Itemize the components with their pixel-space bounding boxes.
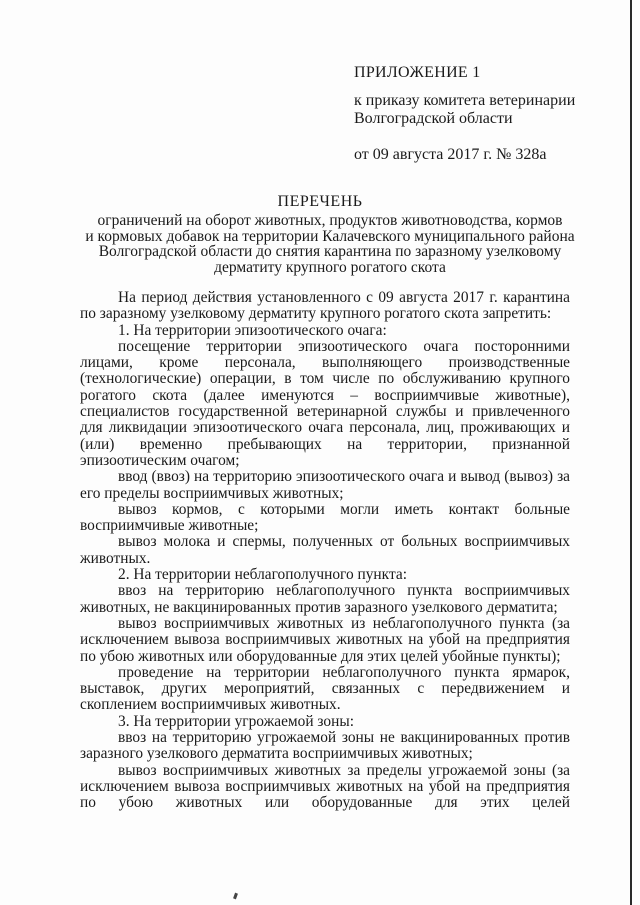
section-2-item-1: ввоз на территорию неблагополучного пункта восприимчивых животных, не вакцинированных против заразного узелкового дерматита; <box>80 582 570 616</box>
subtitle-line: Волгоградской области до снятия карантина по заразному узелковому <box>98 243 562 260</box>
section-3-item-2: вывоз восприимчивых животных за пределы угрожаемой зоны (за исключением вывоза восприимчивых животных на убой на предприятия по убою животных или оборудованные для этих целей <box>80 761 570 812</box>
scan-artifact-mark <box>233 893 238 900</box>
section-1-item-4: вывоз молока и спермы, полученных от больных восприимчивых животных. <box>80 533 570 567</box>
section-1-item-1: посещение территории эпизоотического очага посторонними лицами, кроме персонала, выполняющего производственные (технологические) операции, в том числе по обслуживанию крупного рогатого скота (далее именуются – восприимчивые животные), специалистов государственной ветеринарной службы и привлеченного для ликвидации эпизоотического очага персонала, лиц, проживающих и (или) временно пребывающих на территории, признанной эпизоотическим очагом; <box>80 337 570 469</box>
document-body <box>80 290 570 812</box>
appendix-region-line: Волгоградской области <box>354 110 513 127</box>
appendix-order-line: к приказу комитета ветеринарии <box>354 92 576 109</box>
appendix-title: ПРИЛОЖЕНИЕ 1 <box>354 64 481 81</box>
section-3-item-1: ввоз на территорию угрожаемой зоны не вакцинированных против заразного узелкового дерматита восприимчивых животных; <box>80 729 570 763</box>
intro-paragraph: На период действия установленного с 09 августа 2017 г. карантина по заразному узелковому дерматиту крупного рогатого скота запретить: <box>80 289 570 323</box>
subtitle-line: дерматиту крупного рогатого скота <box>214 258 446 276</box>
section-3-heading: 3. На территории угрожаемой зоны: <box>118 712 354 730</box>
section-1-item-2: ввод (ввоз) на территорию эпизоотического очага и вывод (вывоз) за его пределы восприимчивых животных; <box>80 468 570 502</box>
subtitle-line: и кормовых добавок на территории Калачевского муниципального района <box>85 227 575 245</box>
section-1-heading: 1. На территории эпизоотического очага: <box>118 321 387 339</box>
section-2-item-3: проведение на территории неблагополучного пункта ярмарок, выставок, других мероприятий, связанных с передвижением и скоплением восприимчивых животных. <box>80 663 570 714</box>
section-1-item-3: вывоз кормов, с которыми могли иметь контакт больные восприимчивые животные; <box>80 500 570 535</box>
appendix-header <box>354 64 575 164</box>
section-2-item-2: вывоз восприимчивых животных из неблагополучного пункта (за исключением вывоза восприимчивых животных на убой на предприятия по убою животных или оборудованные для этих целей убойные пункты); <box>80 614 570 665</box>
document-title: ПЕРЕЧЕНЬ <box>277 193 363 210</box>
document-subtitle <box>70 213 590 275</box>
appendix-date-line: от 09 августа 2017 г. № 328а <box>354 146 547 163</box>
scan-edge-shadow <box>630 0 632 905</box>
section-2-heading: 2. На территории неблагополучного пункта: <box>118 566 407 584</box>
subtitle-line: ограничений на оборот животных, продуктов животноводства, кормов <box>97 212 563 229</box>
